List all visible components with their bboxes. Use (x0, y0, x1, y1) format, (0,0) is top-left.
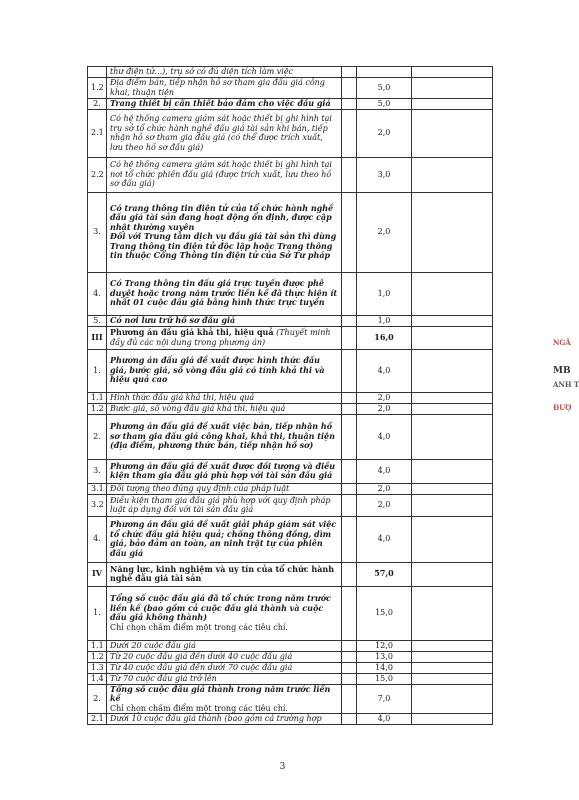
table-row (88, 315, 493, 326)
empty-cell (342, 714, 357, 725)
empty-cell (342, 109, 357, 157)
score-cell (412, 662, 493, 673)
criterion-text (107, 326, 342, 349)
empty-cell (342, 272, 357, 315)
row-number: 2.2 (88, 157, 107, 192)
score-cell (412, 459, 493, 483)
empty-cell (342, 516, 357, 562)
row-number: III (88, 326, 107, 349)
criterion-text (107, 673, 342, 684)
score-cell (412, 414, 493, 459)
empty-cell (342, 414, 357, 459)
score-cell (412, 192, 493, 272)
table-row (88, 414, 493, 459)
max-points: 15,0 (357, 586, 412, 640)
row-number: 1.2 (88, 77, 107, 98)
criterion-note-text: Chỉ chọn chấm điểm một trong các tiêu chí. (110, 622, 288, 632)
score-cell (412, 403, 493, 414)
empty-cell (342, 562, 357, 586)
max-points: 13,0 (357, 651, 412, 662)
criterion-text (107, 192, 342, 272)
page-number: 3 (279, 762, 286, 772)
table-row (88, 684, 493, 714)
criterion-main-text: Từ 40 cuộc đấu giá đến dưới 70 cuộc đấu giá (110, 662, 293, 672)
table-row (88, 586, 493, 640)
criterion-main-text: Địa điểm bán, tiếp nhận hồ sơ tham gia đấu giá công khai, thuận tiện (110, 78, 325, 97)
criterion-text (107, 272, 342, 315)
max-points: 4,0 (357, 459, 412, 483)
empty-cell (342, 494, 357, 516)
score-cell (412, 67, 493, 78)
criterion-text (107, 483, 342, 494)
row-number: 1.4 (88, 673, 107, 684)
empty-cell (342, 157, 357, 192)
criterion-text (107, 640, 342, 651)
criterion-main-text: Từ 20 cuộc đấu giá đến dưới 40 cuộc đấu giá (110, 651, 293, 661)
max-points: 15,0 (357, 673, 412, 684)
empty-cell (342, 662, 357, 673)
max-points: 2,0 (357, 483, 412, 494)
table-row (88, 516, 493, 562)
criterion-main-text: Năng lực, kinh nghiệm và uy tín của tổ chức hành nghề đấu giá tài sản (110, 563, 335, 583)
table-row (88, 77, 493, 98)
criterion-text (107, 459, 342, 483)
max-points: 4,0 (357, 349, 412, 392)
row-number: 2.1 (88, 109, 107, 157)
score-cell (412, 640, 493, 651)
empty-cell (342, 673, 357, 684)
scoring-table-body (88, 67, 493, 725)
score-cell (412, 494, 493, 516)
criterion-main-text: Có hệ thống camera giám sát hoặc thiết bị ghi hình tại trụ sở tổ chức hành nghề đấu giá tài sản khi bán, tiếp nhận hồ sơ tham gia đấu giá (có thể được trích xuất, lưu theo hồ sơ đấu giá) (110, 114, 332, 152)
table-row (88, 562, 493, 586)
empty-cell (342, 67, 357, 78)
row-number: 1.1 (88, 640, 107, 651)
table-row (88, 67, 493, 78)
criterion-note-text: Chỉ chọn chấm điểm một trong các tiêu chí. (110, 703, 288, 713)
row-number: 2. (88, 414, 107, 459)
empty-cell (342, 640, 357, 651)
criterion-main-text: thư điện tử...), trụ sở có đủ diện tích làm việc (110, 67, 294, 76)
criterion-text (107, 315, 342, 326)
row-number: 3.2 (88, 494, 107, 516)
score-cell (412, 562, 493, 586)
empty-cell (342, 483, 357, 494)
criterion-main-text: Có hệ thống camera giám sát hoặc thiết bị ghi hình tại nơi tổ chức phiên đấu giá (được trích xuất, lưu theo hồ sơ đấu giá) (110, 160, 332, 189)
table-row (88, 392, 493, 403)
criterion-text (107, 651, 342, 662)
score-cell (412, 516, 493, 562)
empty-cell (342, 192, 357, 272)
criterion-main-text: Hình thức đấu giá khả thi, hiệu quả (110, 392, 255, 402)
row-number: 1. (88, 349, 107, 392)
score-cell (412, 673, 493, 684)
max-points: 1,0 (357, 315, 412, 326)
score-cell (412, 77, 493, 98)
row-number (88, 67, 107, 78)
criterion-main-text: Có trang thông tin điện tử của tổ chức hành nghề đấu giá tài sản đang hoạt động ổn định, được cập nhật thường xuyên Đối với Trung tâm dịch vụ đấu giá tài sản thì dùng Trang thông tin điện tử độc lập hoặc Trang thông tin thuộc Cổng Thông tin điện tử của Sở Tư pháp (110, 202, 337, 260)
empty-cell (342, 586, 357, 640)
max-points: 2,0 (357, 494, 412, 516)
edge-stamp-fragment: NGÂ (553, 338, 571, 347)
criterion-main-text: Đối tượng theo đúng quy định của pháp luật (110, 483, 290, 493)
table-row (88, 326, 493, 349)
row-number: 1.2 (88, 403, 107, 414)
row-number: 3. (88, 192, 107, 272)
criterion-main-text: Phương án đấu giá đề xuất được hình thức đấu giá, bước giá, số vòng đấu giá có tính khả thi và hiệu quả cao (110, 355, 325, 385)
score-cell (412, 315, 493, 326)
table-row (88, 640, 493, 651)
row-number: 4. (88, 272, 107, 315)
max-points: 1,0 (357, 272, 412, 315)
max-points: 5,0 (357, 77, 412, 98)
table-row (88, 403, 493, 414)
criterion-text (107, 562, 342, 586)
row-number: 1.2 (88, 651, 107, 662)
row-number: 2.1 (88, 714, 107, 725)
criterion-main-text: Có nơi lưu trữ hồ sơ đấu giá (110, 314, 236, 325)
row-number: 1. (88, 586, 107, 640)
row-number: 1.1 (88, 392, 107, 403)
row-number: 3. (88, 459, 107, 483)
table-row (88, 662, 493, 673)
row-number: 1.3 (88, 662, 107, 673)
max-points: 2,0 (357, 109, 412, 157)
empty-cell (342, 98, 357, 109)
max-points: 5,0 (357, 98, 412, 109)
criterion-text (107, 714, 342, 725)
empty-cell (342, 349, 357, 392)
max-points: 16,0 (357, 326, 412, 349)
table-row (88, 651, 493, 662)
score-cell (412, 684, 493, 714)
criterion-text (107, 98, 342, 109)
table-row (88, 483, 493, 494)
empty-cell (342, 651, 357, 662)
score-cell (412, 326, 493, 349)
max-points: 7,0 (357, 684, 412, 714)
criterion-main-text: Phương án đấu giá đề xuất giải pháp giám sát việc tổ chức đấu giá hiệu quả; chống thông đồng, dìm giá, bảo đảm an toàn, an ninh trật tự của phiên đấu giá (110, 519, 337, 558)
criterion-main-text: Dưới 20 cuộc đấu giá (110, 640, 196, 650)
score-cell (412, 651, 493, 662)
max-points: 4,0 (357, 714, 412, 725)
row-number: 2. (88, 98, 107, 109)
criterion-text (107, 403, 342, 414)
criterion-text (107, 516, 342, 562)
table-row (88, 109, 493, 157)
table-row (88, 157, 493, 192)
empty-cell (342, 684, 357, 714)
criterion-text (107, 494, 342, 516)
edge-stamp-fragment: ĐƯỢ (553, 403, 572, 412)
table-row (88, 272, 493, 315)
score-cell (412, 392, 493, 403)
criterion-main-text: Bước giá, số vòng đấu giá khả thi, hiệu quả (110, 403, 286, 413)
table-row (88, 459, 493, 483)
row-number: IV (88, 562, 107, 586)
max-points: 2,0 (357, 392, 412, 403)
scoring-table (87, 66, 493, 725)
criterion-text (107, 349, 342, 392)
criterion-main-text: Phương án đấu giá đề xuất việc bán, tiếp nhận hồ sơ tham gia đấu giá công khai, khả thi, thuận tiện (địa điểm, phương thức bán, tiếp nhận hồ sơ) (110, 421, 335, 451)
max-points: 2,0 (357, 192, 412, 272)
max-points: 2,0 (357, 403, 412, 414)
criterion-text (107, 414, 342, 459)
criterion-main-text: Phương án đấu giá khả thi, hiệu quả (110, 327, 274, 337)
criterion-text (107, 684, 342, 714)
max-points: 4,0 (357, 516, 412, 562)
criterion-main-text: Dưới 10 cuộc đấu giá thành (bao gồm cả trường hợp (110, 714, 322, 723)
empty-cell (342, 77, 357, 98)
criterion-main-text: Tổng số cuộc đấu giá thành trong năm trước liền kề (110, 683, 331, 703)
empty-cell (342, 315, 357, 326)
criterion-text (107, 157, 342, 192)
max-points: 3,0 (357, 157, 412, 192)
score-cell (412, 586, 493, 640)
max-points (357, 67, 412, 78)
empty-cell (342, 392, 357, 403)
row-number: 4. (88, 516, 107, 562)
row-number: 3.1 (88, 483, 107, 494)
table-row (88, 494, 493, 516)
criterion-text (107, 662, 342, 673)
table-row (88, 192, 493, 272)
score-cell (412, 109, 493, 157)
score-cell (412, 272, 493, 315)
max-points: 14,0 (357, 662, 412, 673)
score-cell (412, 483, 493, 494)
edge-stamp-fragment: MB (553, 366, 571, 376)
empty-cell (342, 459, 357, 483)
criterion-main-text: Có Trang thông tin đấu giá trực tuyến được phê duyệt hoặc trong năm trước liền kề đã thực hiện ít nhất 01 cuộc đấu giá bằng hình thức trực tuyến (110, 278, 338, 308)
criterion-main-text: Tổng số cuộc đấu giá đã tổ chức trong năm trước liền kề (bao gồm cả cuộc đấu giá thành và cuộc đấu giá không thành) (110, 593, 331, 622)
row-number: 2. (88, 684, 107, 714)
max-points: 12,0 (357, 640, 412, 651)
empty-cell (342, 403, 357, 414)
score-cell (412, 98, 493, 109)
criterion-text (107, 392, 342, 403)
table-row (88, 673, 493, 684)
table-row (88, 98, 493, 109)
criterion-main-text: Trang thiết bị cần thiết bảo đảm cho việc đấu giá (110, 97, 331, 108)
criterion-text (107, 586, 342, 640)
table-row (88, 349, 493, 392)
max-points: 4,0 (357, 414, 412, 459)
criterion-text (107, 77, 342, 98)
criterion-text (107, 109, 342, 157)
empty-cell (342, 326, 357, 349)
table-row (88, 714, 493, 725)
edge-stamp-fragment: ANH T (553, 380, 579, 389)
criterion-main-text: Phương án đấu giá đề xuất được đối tượng và điều kiện tham gia đấu giá phù hợp với tài sản đấu giá (110, 460, 336, 480)
row-number: 5. (88, 315, 107, 326)
criterion-main-text: Điều kiện tham gia đấu giá phù hợp với quy định pháp luật áp dụng đối với tài sản đấu giá (110, 495, 331, 514)
criterion-text (107, 67, 342, 78)
max-points: 57,0 (357, 562, 412, 586)
criterion-note-text: (Thuyết minh đầy đủ các nội dung trong phương án) (110, 328, 331, 347)
score-cell (412, 157, 493, 192)
criterion-main-text: Từ 70 cuộc đấu giá trở lên (110, 673, 217, 683)
score-cell (412, 714, 493, 725)
score-cell (412, 349, 493, 392)
